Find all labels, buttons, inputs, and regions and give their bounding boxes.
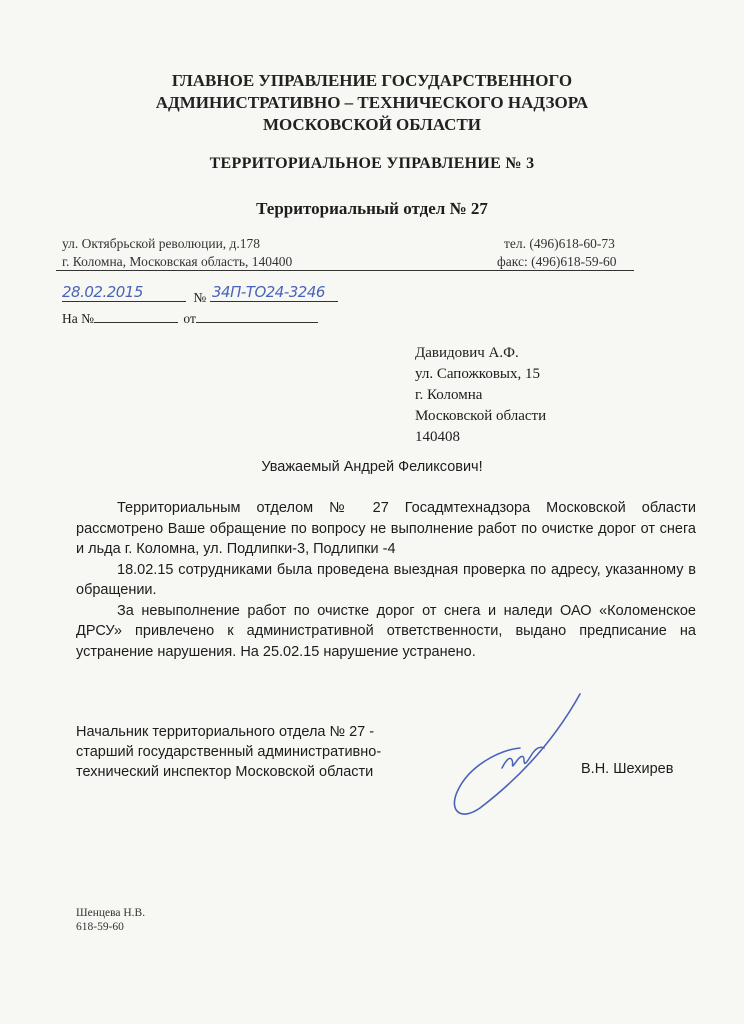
org-title-line-3: МОСКОВСКОЙ ОБЛАСТИ: [262, 115, 482, 134]
handwritten-signature: [440, 690, 590, 820]
addressee-postcode: 140408: [415, 429, 460, 445]
number-label: №: [193, 290, 207, 305]
greeting: Уважаемый Андрей Феликсович!: [261, 459, 483, 475]
reply-to-registration: [62, 308, 318, 327]
signatory-position-line-1: Начальник территориального отдела № 27 -: [76, 724, 375, 740]
handwritten-date: 28.02.2015: [62, 283, 143, 301]
executor-name: Шенцева Н.В.: [76, 907, 146, 919]
letter-body: [76, 498, 696, 662]
executor-phone: 618-59-60: [76, 921, 124, 933]
phone: тел. (496)618-60-73: [504, 236, 615, 251]
handwritten-number: 34П-ТО24-3246: [212, 283, 325, 301]
org-title-line-2: АДМИНИСТРАТИВНО – ТЕХНИЧЕСКОГО НАДЗОРА: [155, 93, 589, 112]
address-line-2: г. Коломна, Московская область, 140400: [62, 254, 293, 269]
org-title-line-1: ГЛАВНОЕ УПРАВЛЕНИЕ ГОСУДАРСТВЕННОГО: [171, 71, 573, 90]
address-line-1: ул. Октябрьской революции, д.178: [62, 236, 261, 251]
fax: факс: (496)618-59-60: [497, 254, 617, 269]
reply-date-underline: [196, 308, 318, 323]
body-paragraph: 18.02.15 сотрудниками была проведена выездная проверка по адресу, указанному в обращении.: [76, 561, 696, 598]
signatory-position-line-3: технический инспектор Московской области: [76, 764, 374, 780]
territorial-administration: ТЕРРИТОРИАЛЬНОЕ УПРАВЛЕНИЕ № 3: [209, 155, 535, 172]
body-paragraph: Территориальным отделом № 27 Госадмтехнадзора Московской области рассмотрено Ваше обращение по вопросу не выполнение работ по очистке дорог от снега и льда г. Коломна, ул. Подлипки-3, Подлипки -4: [76, 500, 696, 557]
reply-to-label: На №: [62, 311, 94, 326]
addressee-region: Московской области: [415, 408, 547, 424]
addressee-street: ул. Сапожковых, 15: [415, 366, 540, 382]
signatory-position-line-2: старший государственный административно-: [76, 744, 382, 760]
from-label: от: [183, 311, 196, 326]
signatory-name: В.Н. Шехирев: [581, 761, 674, 777]
territorial-department: Территориальный отдел № 27: [256, 199, 488, 218]
header-divider: [56, 270, 634, 271]
body-paragraph: За невыполнение работ по очистке дорог от снега и наледи ОАО «Коломенское ДРСУ» привлечено к административной ответственности, выдано предписание на устранение нарушения. На 25.02.15 нарушение устранено.: [76, 602, 696, 660]
addressee-name: Давидович А.Ф.: [415, 345, 519, 361]
addressee-city: г. Коломна: [415, 387, 483, 403]
reply-number-underline: [94, 308, 178, 323]
